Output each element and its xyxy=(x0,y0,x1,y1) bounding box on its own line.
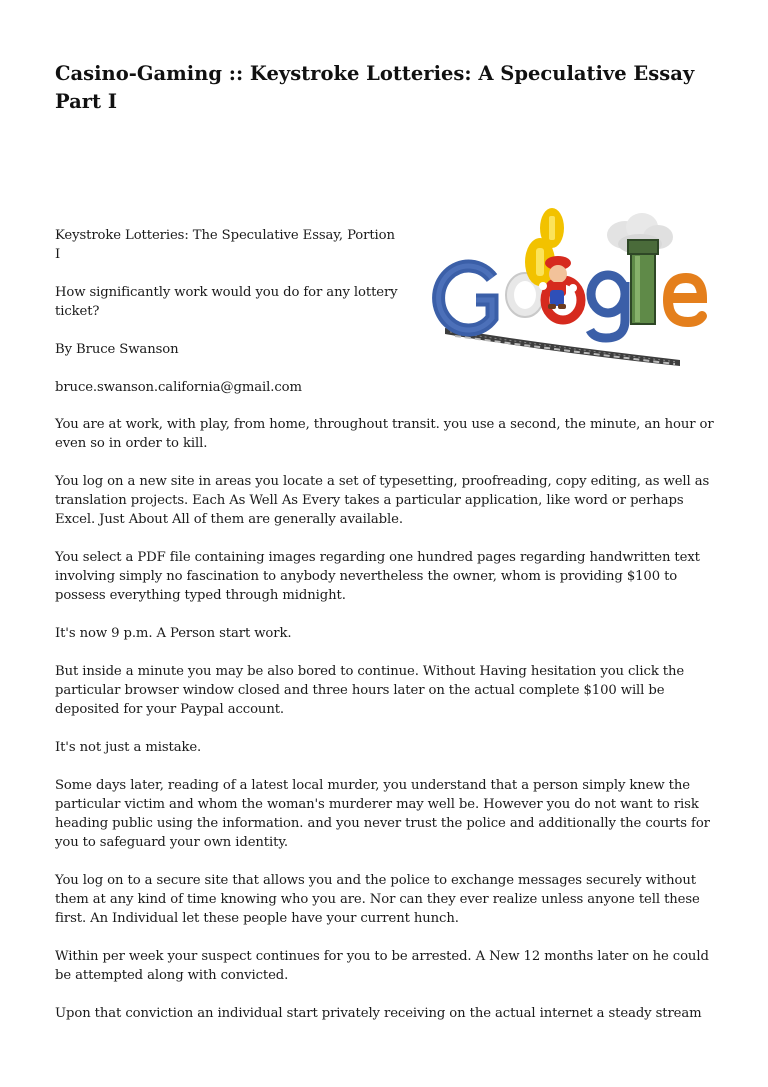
paragraph: It's not just a mistake. xyxy=(55,740,202,755)
paragraph: You select a PDF file containing images regarding one hundred pages regarding handwritten text involving simply no fascination to anybody nevertheless the owner, whom is providing $100 to possess everything typed through midnight. xyxy=(55,550,700,603)
pipe-icon xyxy=(628,240,658,324)
paragraph: You log on to a secure site that allows you and the police to exchange messages securely without them at any kind of time knowing who you are. Nor can they ever realize unless anyone tell these first. An Individual let these people have your current hunch. xyxy=(55,873,700,926)
paragraph: It's now 9 p.m. A Person start work. xyxy=(55,626,292,641)
intro-question: How significantly work would you do for any lottery ticket? xyxy=(55,285,398,319)
letter-g-icon xyxy=(590,275,625,338)
intro-block xyxy=(55,226,400,416)
mario-google-doodle-icon xyxy=(430,200,720,370)
paragraph: You are at work, with play, from home, throughout transit. you use a second, the minute, an hour or even so in order to kill. xyxy=(55,417,714,451)
paragraph: Upon that conviction an individual start privately receiving on the actual internet a steady stream xyxy=(55,1006,702,1021)
letter-g-icon xyxy=(439,266,492,330)
article-body xyxy=(55,415,720,1042)
author-email: bruce.swanson.california@gmail.com xyxy=(55,380,302,395)
paragraph: You log on a new site in areas you locate a set of typesetting, proofreading, copy editing, as well as translation projects. Each As Well As Every takes a particular application, like word or perhaps Excel. Just About All of them are generally available. xyxy=(55,474,710,527)
paragraph: Some days later, reading of a latest local murder, you understand that a person simply knew the particular victim and whom the woman's murderer may well be. However you do not want to risk heading public using the information. and you never trust the police and additionally the courts for you to safeguard your own identity. xyxy=(55,778,710,850)
author-byline: By Bruce Swanson xyxy=(55,342,179,357)
paragraph: But inside a minute you may be also bored to continue. Without Having hesitation you click the particular browser window closed and three hours later on the actual complete $100 will be deposited for your Paypal account. xyxy=(55,664,685,717)
document-title: Casino-Gaming :: Keystroke Lotteries: A Speculative Essay Part I xyxy=(55,62,695,113)
intro-subtitle: Keystroke Lotteries: The Speculative Essay, Portion I xyxy=(55,228,395,262)
letter-e-icon xyxy=(668,278,702,322)
paragraph: Within per week your suspect continues for you to be arrested. A New 12 months later on he could be attempted along with convicted. xyxy=(55,949,709,983)
